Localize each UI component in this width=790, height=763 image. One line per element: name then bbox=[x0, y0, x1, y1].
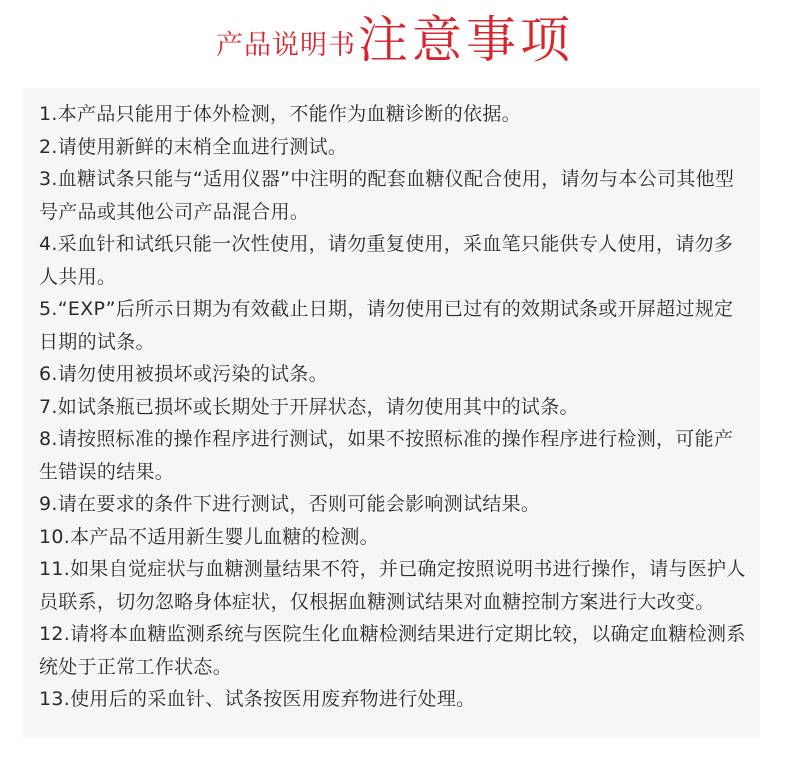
note-item-11: 11.如果自觉症状与血糖测量结果不符，并已确定按照说明书进行操作，请与医护人员联系，切勿忽略身体症状，仅根据血糖测试结果对血糖控制方案进行大改变。 bbox=[39, 558, 746, 613]
header-prefix: 产品说明书 bbox=[216, 30, 356, 61]
note-item-3: 3.血糖试条只能与“适用仪器”中注明的配套血糖仪配合使用，请勿与本公司其他型号产品或其他公司产品混合用。 bbox=[39, 168, 735, 223]
note-item-9: 9.请在要求的条件下进行测试，否则可能会影响测试结果。 bbox=[39, 493, 541, 515]
page-title: 注意事项 bbox=[358, 11, 574, 69]
header bbox=[0, 0, 790, 80]
note-item-7: 7.如试条瓶已损坏或长期处于开屏状态，请勿使用其中的试条。 bbox=[39, 395, 579, 418]
note-item-4: 4.采血针和试纸只能一次性使用，请勿重复使用，采血笔只能供专人使用，请勿多人共用。 bbox=[39, 233, 734, 288]
note-item-8: 8.请按照标准的操作程序进行测试，如果不按照标准的操作程序进行检测，可能产生错误的结果。 bbox=[39, 428, 734, 483]
note-item-13: 13.使用后的采血针、试条按医用废弃物进行处理。 bbox=[39, 688, 476, 710]
note-item-5: 5.“EXP”后所示日期为有效截止日期，请勿使用已过有的效期试条或开屏超过规定日期的试条。 bbox=[39, 298, 734, 353]
notes-list bbox=[39, 98, 751, 716]
note-item-12: 12.请将本血糖监测系统与医院生化血糖检测结果进行定期比较，以确定血糖检测系统处于正常工作状态。 bbox=[39, 623, 746, 678]
note-item-1: 1.本产品只能用于体外检测，不能作为血糖诊断的依据。 bbox=[39, 103, 521, 125]
note-item-6: 6.请勿使用被损坏或污染的试条。 bbox=[39, 363, 328, 385]
notes-panel bbox=[23, 88, 760, 738]
note-item-2: 2.请使用新鲜的末梢全血进行测试。 bbox=[39, 135, 348, 158]
note-item-10: 10.本产品不适用新生婴儿血糖的检测。 bbox=[39, 525, 379, 548]
